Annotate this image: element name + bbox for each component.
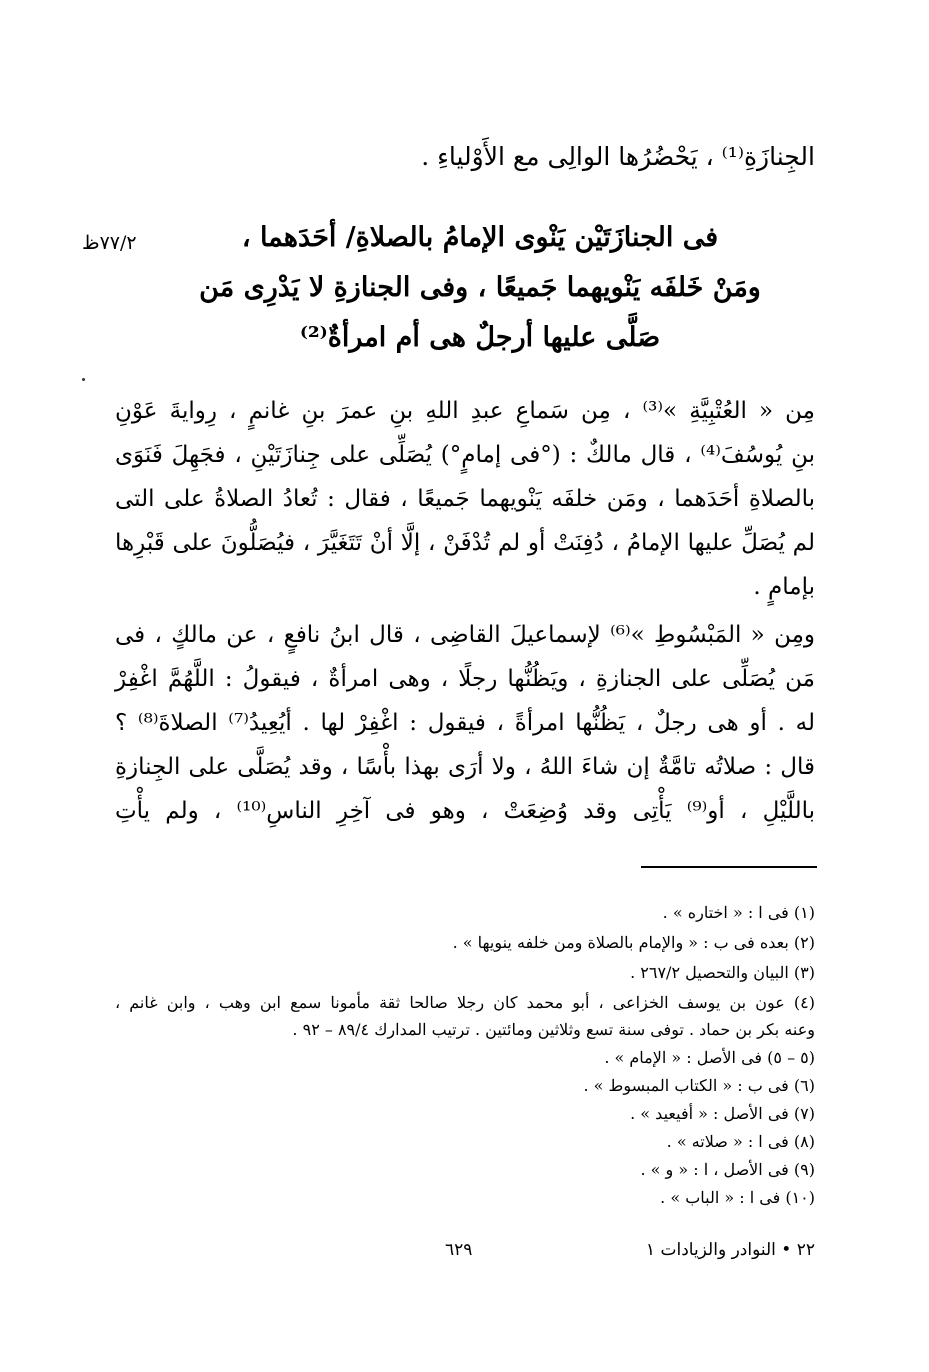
scan-speck [82, 378, 85, 381]
footnote-9: (٩) فى الأصل ، ا : « و » . [640, 1160, 815, 1179]
section-heading-line-2: ومَنْ خَلفَه يَنْويهما جَميعًا ، وفى الجنازةِ لا يَدْرِى مَن [199, 272, 761, 303]
body-line-10: باللَّيْلِ ، أو⁽⁹⁾ يَأْتِى وقد وُضِعَتْ ، وهو فى آخِرِ الناسِ⁽¹⁰⁾ ، ولم يأْتِ [115, 798, 815, 824]
footnote-10: (١٠) فى ا : « الباب » . [660, 1188, 815, 1207]
body-line-2: بنِ يُوسُفَ⁽⁴⁾ ، قال مالكٌ : (°فى إمامٍ°) يُصَلِّى على جِنازَتَيْنِ ، فجَهِلَ فَنَوَى [115, 442, 815, 468]
footnote-separator [641, 866, 817, 868]
footnote-8: (٨) فى ا : « صلاته » . [666, 1132, 815, 1151]
body-line-1: مِن « العُتْبِيَّةِ »⁽³⁾ ، مِن سَماعِ عبدِ اللهِ بنِ عمرَ بنِ غانمٍ ، رِوايةَ عَوْنِ [115, 398, 815, 424]
footnote-4: (٤) عون بن يوسف الخزاعى ، أبو محمد كان رجلا صالحا ثقة مأمونا سمع ابن وهب ، وابن غانم ، [115, 993, 815, 1012]
body-line-6: ومِن « المَبْسُوطِ »⁽⁶⁾ لإسماعيلَ القاضِى ، قال ابنُ نافعٍ ، عن مالكٍ ، فى [115, 622, 815, 648]
section-heading-line-3: صَلَّى عليها أرجلٌ هى أم امرأةٌ⁽²⁾ [299, 322, 661, 353]
body-line-9: قال : صلاتُه تامَّةٌ إن شاءَ اللهُ ، ولا أرَى بهذا بأْسًا ، وقد يُصَلَّى على الجِنازةِ [115, 754, 815, 780]
body-line-5: بإمامٍ . [753, 574, 815, 600]
footnote-3: (٣) البيان والتحصيل ٢٦٧/٢ . [630, 963, 815, 982]
footer-book-title: ٢٢ • النوادر والزيادات ١ [645, 1240, 815, 1260]
continuation-line: الجِنازَةِ⁽¹⁾ ، يَحْضُرُها الوالِى مع الأَوْلياءِ . [421, 142, 815, 171]
body-line-8: له . أو هى رجلٌ ، يَظُنُّها امرأةً ، فيقول : اغْفِرْ لها . أيُعِيدُ⁽⁷⁾ الصلاةَ⁽⁸⁾ ؟ [115, 710, 816, 736]
footnote-7: (٧) فى الأصل : « أفيعيد » . [630, 1104, 815, 1123]
footnote-4-continued: وعنه بكر بن حماد . توفى سنة تسع وثلاثين ومائتين . ترتيب المدارك ٨٩/٤ – ٩٢ . [292, 1020, 815, 1039]
footnote-5: (٥ – ٥) فى الأصل : « الإمام » . [604, 1048, 815, 1067]
body-line-4: لم يُصَلِّ عليها الإمامُ ، دُفِنَتْ أو لم تُدْفَنْ ، إلَّا أنْ تَتَغَيَّرَ ، فيُصَلُّونَ على قَبْرِها [115, 530, 815, 556]
footnote-2: (٢) بعده فى ب : « والإمام بالصلاة ومن خلفه ينويها » . [452, 933, 815, 952]
section-heading-line-1: فى الجنازَتَيْن يَنْوى الإمامُ بالصلاةِ/ أحَدَهما ، [241, 222, 719, 253]
footnote-6: (٦) فى ب : « الكتاب المبسوط » . [583, 1076, 815, 1095]
margin-folio-note: ٧٧/٢ظ [82, 232, 137, 254]
body-line-7: مَن يُصَلِّى على الجنازةِ ، ويَظُنُّها رجلًا ، وهى امرأةٌ ، فيقولُ : اللَّهُمَّ اغْفِرْ [115, 666, 815, 692]
body-line-3: بالصلاةِ أحَدَهما ، ومَن خلفَه يَنْويهما جَميعًا ، فقال : تُعادُ الصلاةُ على التى [115, 486, 815, 512]
footnote-1: (١) فى ا : « اختاره » . [662, 903, 815, 922]
page-number: ٦٢٩ [445, 1240, 473, 1260]
